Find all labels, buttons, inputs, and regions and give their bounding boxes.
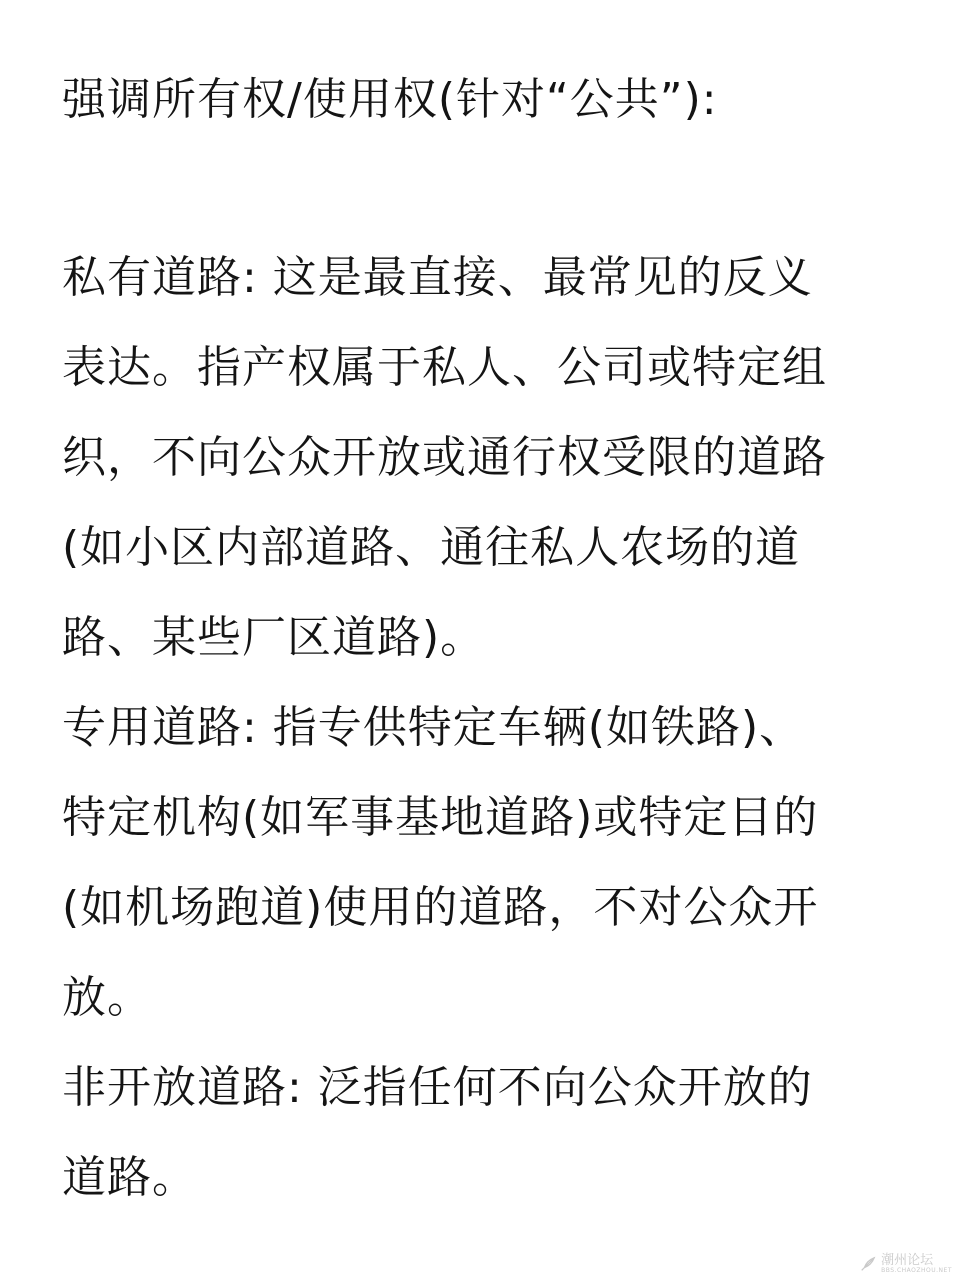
- paragraph-non-open-road-line-2: 道路。: [62, 1152, 197, 1203]
- paragraph-private-road-line-1: 私有道路: 这是最直接、最常见的反义: [62, 252, 813, 303]
- watermark-text: 潮州论坛: [881, 1253, 934, 1268]
- paragraph-private-road-line-4: (如小区内部道路、通往私人农场的道: [62, 522, 801, 573]
- paragraph-dedicated-road-line-1: 专用道路: 指专供特定车辆(如铁路)、: [62, 702, 805, 753]
- feather-icon: [859, 1255, 877, 1273]
- paragraph-private-road-line-2: 表达。指产权属于私人、公司或特定组: [62, 342, 827, 393]
- paragraph-non-open-road-line-1: 非开放道路: 泛指任何不向公众开放的: [62, 1062, 813, 1113]
- watermark-subtext: BBS.CHAOZHOU.NET: [881, 1267, 952, 1274]
- watermark: [859, 1254, 952, 1274]
- paragraph-dedicated-road-line-2: 特定机构(如军事基地道路)或特定目的: [62, 792, 819, 843]
- paragraph-dedicated-road-line-4: 放。: [62, 972, 152, 1023]
- paragraph-private-road-line-3: 织，不向公众开放或通行权受限的道路: [62, 432, 827, 483]
- paragraph-private-road-line-5: 路、某些厂区道路)。: [62, 612, 486, 663]
- heading-ownership-usage: 强调所有权/使用权(针对“公共”):: [62, 74, 718, 125]
- paragraph-dedicated-road-line-3: (如机场跑道)使用的道路，不对公众开: [62, 882, 819, 933]
